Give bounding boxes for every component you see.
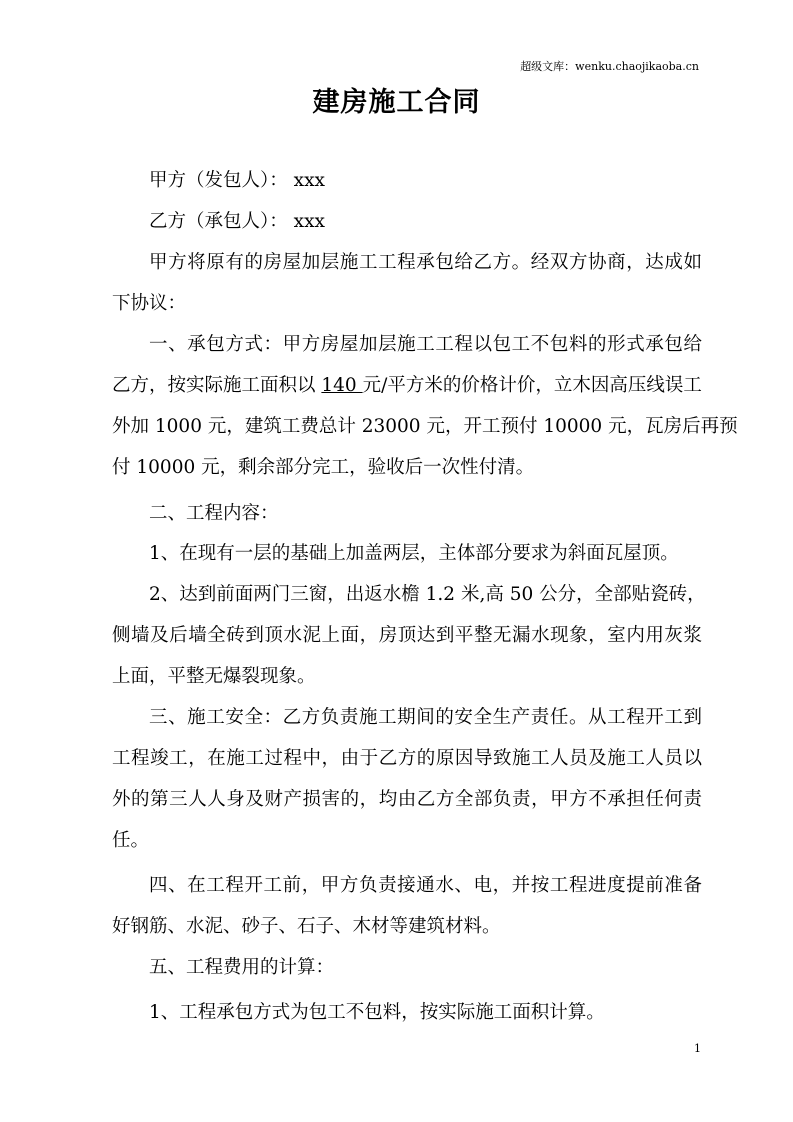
section-1-line: 付 10000 元，剩余部分完工，验收后一次性付清。 xyxy=(112,457,535,478)
section-1-line: 一、承包方式：甲方房屋加层施工工程以包工不包料的形式承包给 xyxy=(149,334,702,355)
section-4-line: 好钢筋、水泥、砂子、石子、木材等建筑材料。 xyxy=(112,916,501,937)
intro-line: 下协议： xyxy=(112,293,187,314)
section-4-line: 四、在工程开工前，甲方负责接通水、电，并按工程进度提前准备 xyxy=(149,875,702,896)
section-2-item: 1、在现有一层的基础上加盖两层，主体部分要求为斜面瓦屋顶。 xyxy=(149,543,679,564)
section-3-line: 三、施工安全：乙方负责施工期间的安全生产责任。从工程开工到 xyxy=(149,707,702,728)
section-2-item: 侧墙及后墙全砖到顶水泥上面，房顶达到平整无漏水现象，室内用灰浆 xyxy=(112,625,702,646)
section-3-line: 工程竣工，在施工过程中，由于乙方的原因导致施工人员及施工人员以 xyxy=(112,748,702,769)
text: 乙方，按实际施工面积以 xyxy=(112,375,322,396)
unit-price: 140 xyxy=(321,375,363,396)
page-header: 超级文库：wenku.chaojikaoba.cn xyxy=(520,60,699,73)
section-3-line: 外的第三人人身及财产损害的，均由乙方全部负责，甲方不承担任何责 xyxy=(112,789,702,810)
party-a: 甲方（发包人）： xxx xyxy=(149,170,325,191)
intro-line: 甲方将原有的房屋加层施工工程承包给乙方。经双方协商，达成如 xyxy=(149,252,702,273)
page-number: 1 xyxy=(694,1042,701,1055)
section-1-line xyxy=(112,374,702,398)
party-b: 乙方（承包人）： xxx xyxy=(149,211,325,232)
section-5-item: 1、工程承包方式为包工不包料，按实际施工面积计算。 xyxy=(149,1002,605,1023)
text: 元/平方米的价格计价，立木因高压线误工 xyxy=(362,375,702,396)
section-2-heading: 二、工程内容： xyxy=(149,503,279,524)
section-2-item: 2、达到前面两门三窗，出返水檐 1.2 米,高 50 公分，全部贴瓷砖， xyxy=(149,584,706,605)
section-3-line: 任。 xyxy=(112,830,150,851)
section-5-heading: 五、工程费用的计算： xyxy=(149,957,335,978)
document-title: 建房施工合同 xyxy=(312,87,481,118)
section-1-line: 外加 1000 元，建筑工费总计 23000 元，开工预付 10000 元，瓦房后再预 xyxy=(112,416,738,437)
section-2-item: 上面，平整无爆裂现象。 xyxy=(112,666,316,687)
